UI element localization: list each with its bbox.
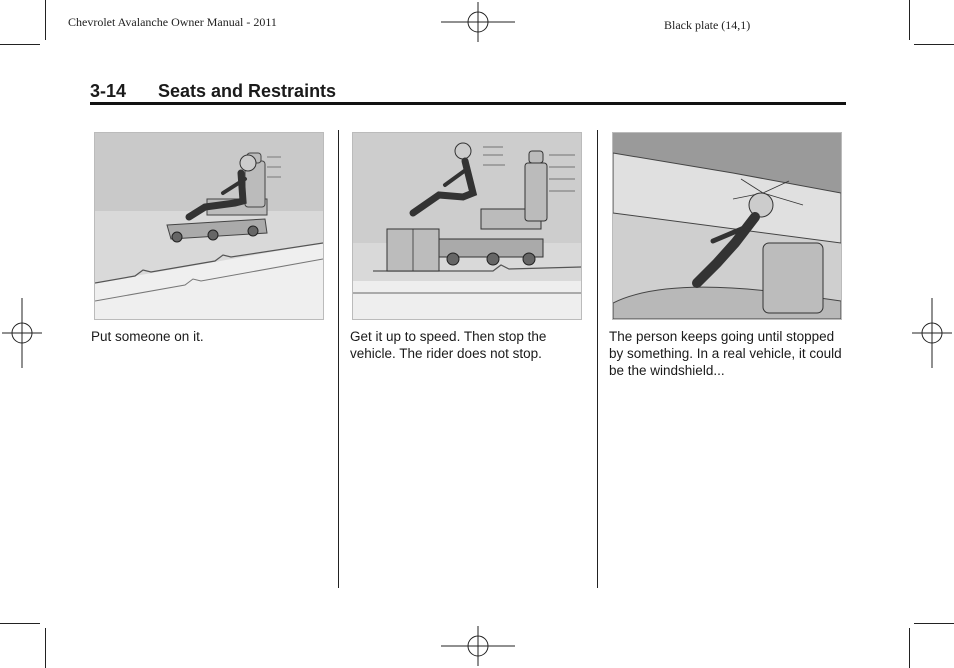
registration-mark-top bbox=[441, 2, 515, 42]
crop-mark-top-left-h bbox=[0, 44, 40, 45]
crop-mark-bottom-right-v bbox=[909, 628, 910, 668]
registration-mark-right bbox=[912, 298, 952, 368]
plate-label: Black plate (14,1) bbox=[664, 18, 751, 32]
registration-mark-bottom bbox=[441, 626, 515, 666]
caption-panel-3: The person keeps going until stopped by something. In a real vehicle, it could be the windshield... bbox=[609, 329, 842, 378]
illustration-person-hits-windshield bbox=[612, 132, 842, 320]
column-divider-2 bbox=[597, 130, 598, 588]
crop-mark-bottom-left-v bbox=[45, 628, 46, 668]
crop-mark-top-right-h bbox=[914, 44, 954, 45]
section-title: Seats and Restraints bbox=[158, 81, 337, 101]
crop-mark-bottom-right-h bbox=[914, 623, 954, 624]
crop-mark-bottom-left-h bbox=[0, 623, 40, 624]
crop-mark-top-right-v bbox=[909, 0, 910, 40]
registration-mark-left bbox=[2, 298, 42, 368]
section-heading bbox=[90, 80, 846, 104]
manual-title: Chevrolet Avalanche Owner Manual - 2011 bbox=[68, 15, 277, 29]
column-divider-1 bbox=[338, 130, 339, 588]
page-number: 3-14 bbox=[90, 81, 127, 101]
illustration-cart-stopping bbox=[352, 132, 582, 320]
caption-panel-1: Put someone on it. bbox=[91, 329, 204, 344]
heading-rule bbox=[90, 102, 846, 105]
illustration-rider-on-seat bbox=[94, 132, 324, 320]
caption-panel-2: Get it up to speed. Then stop the vehicle. The rider does not stop. bbox=[350, 329, 547, 361]
crop-mark-top-left-v bbox=[45, 0, 46, 40]
